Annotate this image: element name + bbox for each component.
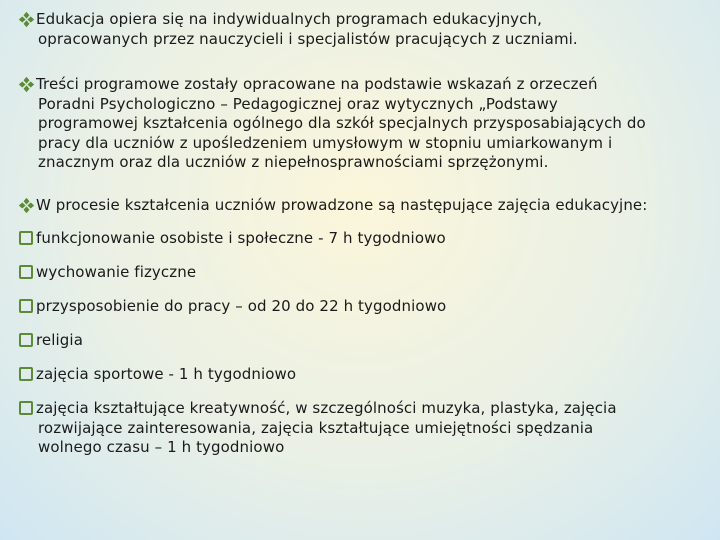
bullet-program-content (18, 75, 706, 173)
square-bullet-icon (19, 367, 33, 381)
subitem-religion (18, 331, 706, 351)
bullet-line: Poradni Psychologiczno – Pedagogicznej oraz wytycznych „Podstawy (38, 94, 558, 113)
bullet-line: Treści programowe zostały opracowane na podstawie wskazań z orzeczeń (36, 75, 598, 93)
subitem-personal-social (18, 229, 706, 249)
square-bullet-icon (19, 231, 33, 245)
subitem-line: wychowanie fizyczne (36, 263, 197, 281)
diamond-bullet-icon (18, 11, 35, 28)
bullet-line: programowej kształcenia ogólnego dla szkół specjalnych przysposabiających do (38, 114, 646, 132)
subitem-line: funkcjonowanie osobiste i społeczne - 7 h tygodniowo (36, 229, 446, 247)
subitem-line: religia (36, 331, 83, 349)
subitem-line: rozwijające zainteresowania, zajęcia kształtujące umiejętności spędzania (38, 418, 594, 437)
subitem-work-preparation (18, 297, 706, 317)
subitem-line: zajęcia kształtujące kreatywność, w szczególności muzyka, plastyka, zajęcia (36, 399, 617, 417)
subitem-sports (18, 365, 706, 385)
bullet-education-programs (18, 10, 706, 49)
bullet-line: znacznym oraz dla uczniów z niepełnosprawnościami sprzężonymi. (38, 153, 549, 171)
diamond-bullet-icon (18, 76, 35, 93)
subitem-line: zajęcia sportowe - 1 h tygodniowo (36, 365, 297, 383)
subitem-line: przysposobienie do pracy – od 20 do 22 h tygodniowo (36, 297, 447, 315)
bullet-activities-intro (18, 196, 706, 216)
square-bullet-icon (19, 299, 33, 313)
subitem-line: wolnego czasu – 1 h tygodniowo (38, 438, 285, 456)
diamond-bullet-icon (18, 197, 35, 214)
bullet-line: pracy dla uczniów z upośledzeniem umysłowym w stopniu umiarkowanym i (38, 133, 613, 152)
square-bullet-icon (19, 333, 33, 347)
subitem-physical-education (18, 263, 706, 283)
bullet-line: W procesie kształcenia uczniów prowadzone są następujące zajęcia edukacyjne: (36, 196, 648, 214)
square-bullet-icon (19, 401, 33, 415)
square-bullet-icon (19, 265, 33, 279)
bullet-line: Edukacja opiera się na indywidualnych programach edukacyjnych, (36, 10, 542, 28)
subitem-creativity (18, 399, 706, 458)
bullet-line: opracowanych przez nauczycieli i specjalistów pracujących z uczniami. (38, 29, 578, 48)
